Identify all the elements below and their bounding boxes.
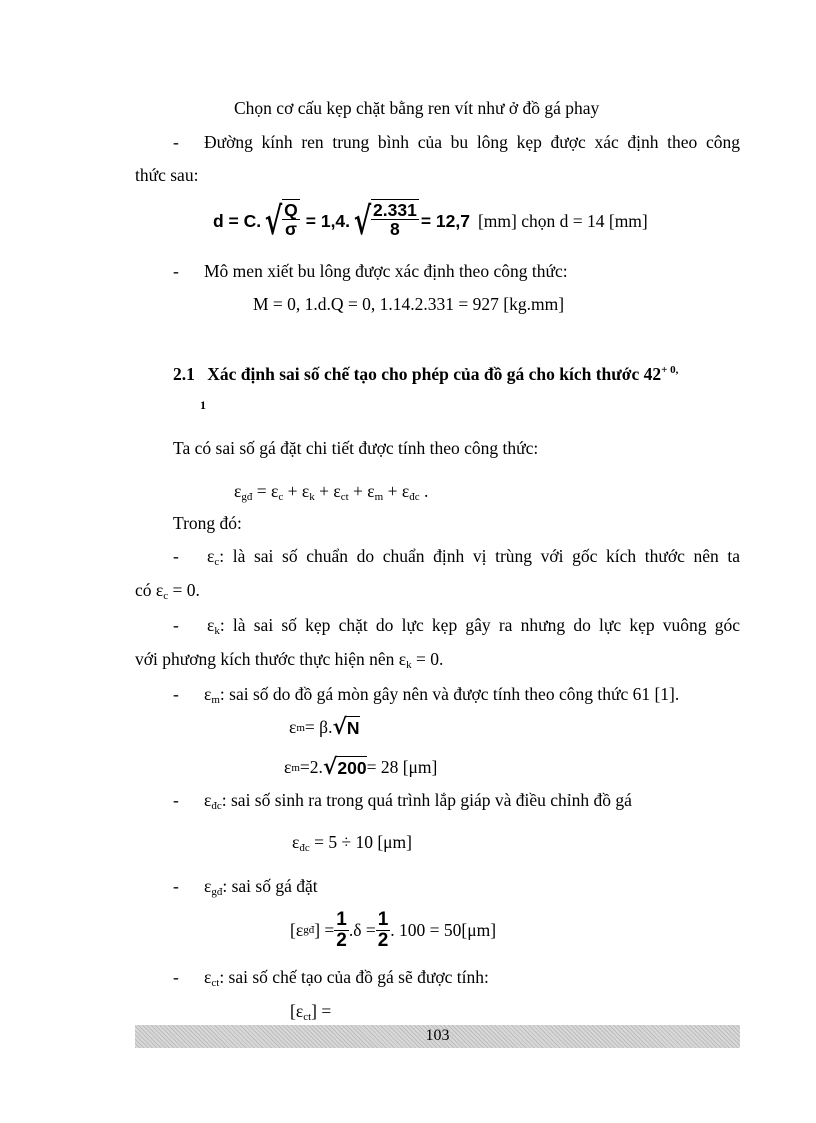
sqrt-200: √ 200 bbox=[322, 754, 367, 780]
eps-symbol: ε bbox=[234, 481, 242, 501]
formula-eq: = 1,4. bbox=[305, 210, 351, 231]
item-text: : là sai số kẹp chặt do lực kẹp gây ra nhưng do lực kẹp vuông góc bbox=[219, 615, 740, 635]
eps-sub: c bbox=[214, 556, 220, 568]
paragraph-line: thức sau: bbox=[135, 165, 199, 185]
paragraph-line bbox=[207, 546, 740, 567]
formula-moment: M = 0, 1.d.Q = 0, 1.14.2.331 = 927 [kg.mm] bbox=[253, 294, 565, 314]
bullet-dash: - bbox=[173, 967, 179, 987]
sqrt-numeric: √ $\frac{2.331}{8}$ bbox=[353, 198, 417, 243]
eps-symbol: ε bbox=[301, 481, 310, 501]
formula-text: . 100 = 50[μm] bbox=[390, 919, 497, 940]
formula-text: [ε bbox=[290, 919, 304, 940]
formula-text: .δ = bbox=[348, 919, 376, 940]
paragraph-line bbox=[135, 580, 200, 601]
paragraph-line bbox=[204, 876, 318, 897]
paragraph-line: Trong đó: bbox=[173, 513, 242, 533]
formula-edc bbox=[292, 832, 412, 853]
plus-sign: + bbox=[314, 481, 334, 501]
eps-sub: c bbox=[278, 491, 284, 503]
eps-sub: ct bbox=[211, 977, 220, 989]
frac-num: 2.331 bbox=[373, 200, 417, 220]
item-text: : sai số do đồ gá mòn gây nên và được tính theo công thức 61 [1]. bbox=[219, 684, 680, 704]
plus-sign: + bbox=[383, 481, 402, 501]
bullet-dash: - bbox=[173, 876, 179, 896]
eps-symbol: ε bbox=[289, 717, 297, 737]
formula-text: [ε bbox=[290, 1001, 304, 1021]
formula-em-value: ε m =2. √ 200 = 28 [μm] bbox=[284, 754, 438, 780]
eps-sub: m bbox=[211, 694, 220, 706]
heading-number: 2.1 bbox=[173, 364, 195, 384]
heading-continuation: 1 bbox=[200, 398, 206, 412]
eps-sub: k bbox=[309, 491, 315, 503]
formula-text: = β. bbox=[304, 717, 333, 737]
paragraph-line bbox=[204, 967, 489, 988]
eps-sub: k bbox=[406, 659, 412, 671]
frac-den: σ bbox=[284, 219, 297, 240]
formula-tail: [mm] chọn d = 14 [mm] bbox=[477, 210, 648, 231]
sqrt-q-sigma: √ $\frac{Q}{\sigma}$ bbox=[264, 198, 298, 243]
plus-sign: + bbox=[348, 481, 368, 501]
formula-em-general: ε m = β. √ N bbox=[289, 714, 360, 740]
paragraph-line: Mô men xiết bu lông được xác định theo công thức: bbox=[204, 261, 568, 281]
eps-sub: đc bbox=[299, 842, 310, 854]
heading-superscript: + 0, bbox=[661, 364, 679, 377]
page-number: 103 bbox=[425, 1027, 450, 1044]
eps-symbol: ε bbox=[204, 790, 212, 810]
frac-den: 8 bbox=[390, 219, 400, 240]
bullet-dash: - bbox=[173, 684, 179, 704]
eps-symbol: ε bbox=[401, 481, 410, 501]
plus-sign: + bbox=[283, 481, 302, 501]
eps-symbol: ε bbox=[207, 615, 215, 635]
sqrt-n: √ N bbox=[332, 714, 360, 740]
eps-sub: k bbox=[214, 625, 220, 637]
item-text: = 0. bbox=[411, 649, 444, 669]
sqrt-content: N bbox=[346, 718, 360, 738]
bullet-dash: - bbox=[173, 790, 179, 810]
heading-text: Xác định sai số chế tạo cho phép của đồ gá cho kích thước 42 bbox=[207, 364, 662, 384]
page-footer bbox=[135, 1025, 740, 1048]
paragraph-line: Đường kính ren trung bình của bu lông kẹp được xác định theo công bbox=[204, 132, 740, 152]
eps-symbol: ε bbox=[367, 481, 375, 501]
item-text: : sai số chế tạo của đồ gá sẽ được tính: bbox=[219, 967, 489, 987]
sqrt-content: 200 bbox=[337, 758, 367, 778]
formula-ect bbox=[290, 1001, 331, 1022]
section-heading bbox=[173, 364, 678, 385]
eps-sub: c bbox=[163, 590, 169, 602]
frac-den: 2 bbox=[336, 929, 347, 951]
item-text: có ε bbox=[135, 580, 164, 600]
bullet-dash: - bbox=[173, 615, 179, 635]
eps-sub: ct bbox=[303, 1011, 312, 1023]
eps-symbol: ε bbox=[204, 876, 212, 896]
eq-sign: = bbox=[252, 481, 271, 501]
frac-num: 1 bbox=[377, 908, 389, 930]
item-text: : sai số gá đặt bbox=[222, 876, 318, 896]
item-text: với phương kích thước thực hiện nên ε bbox=[135, 649, 407, 669]
formula-egd-allowed: [ε gđ ] = $\frac{1}{2}$ .δ = $\frac{1}{2}$ . 100 = 50[μm] bbox=[290, 908, 497, 951]
frac-den: 2 bbox=[377, 929, 389, 951]
paragraph-line: Ta có sai số gá đặt chi tiết được tính theo công thức: bbox=[173, 438, 539, 458]
eps-sub: đc bbox=[409, 491, 420, 503]
bullet-dash: - bbox=[173, 546, 179, 566]
eps-symbol: ε bbox=[270, 481, 279, 501]
eps-sub: đc bbox=[211, 800, 222, 812]
formula-text: =2. bbox=[299, 757, 323, 777]
frac-num: Q bbox=[284, 200, 298, 220]
frac-num: 1 bbox=[336, 908, 347, 930]
eps-sub: gđ bbox=[211, 886, 223, 898]
eps-sub: m bbox=[374, 491, 384, 503]
formula-text: ] = bbox=[314, 919, 335, 940]
item-text: = 0. bbox=[168, 580, 200, 600]
eps-symbol: ε bbox=[204, 684, 212, 704]
eps-symbol: ε bbox=[207, 546, 215, 566]
bullet-dash: - bbox=[173, 261, 179, 281]
bullet-dash: - bbox=[173, 132, 179, 152]
paragraph-line: Chọn cơ cấu kẹp chặt bằng ren vít như ở đồ gá phay bbox=[234, 98, 600, 118]
item-text: : là sai số chuẩn do chuẩn định vị trùng với gốc kích thước nên ta bbox=[219, 546, 740, 566]
paragraph-line bbox=[207, 615, 740, 636]
paragraph-line bbox=[204, 790, 632, 811]
formula-result: = 12,7 bbox=[420, 210, 470, 231]
formula-diameter bbox=[213, 196, 648, 246]
fraction-half bbox=[376, 910, 391, 951]
period: . bbox=[419, 481, 429, 501]
item-text: : sai số sinh ra trong quá trình lắp giáp và điều chỉnh đồ gá bbox=[221, 790, 632, 810]
paragraph-line bbox=[204, 684, 679, 705]
eps-symbol: ε bbox=[284, 757, 292, 777]
fraction-half bbox=[334, 910, 349, 951]
formula-text: ] = bbox=[311, 1001, 332, 1021]
eps-symbol: ε bbox=[333, 481, 341, 501]
eps-symbol: ε bbox=[204, 967, 212, 987]
formula-text: = 5 ÷ 10 [μm] bbox=[309, 832, 412, 852]
eps-sub: gđ bbox=[241, 491, 253, 503]
formula-text: = 28 [μm] bbox=[366, 757, 438, 777]
paragraph-line bbox=[135, 649, 443, 670]
eps-sub: ct bbox=[340, 491, 349, 503]
formula-epsilon-sum bbox=[234, 481, 428, 502]
eps-symbol: ε bbox=[292, 832, 300, 852]
formula-lhs: d = C. bbox=[213, 210, 262, 231]
